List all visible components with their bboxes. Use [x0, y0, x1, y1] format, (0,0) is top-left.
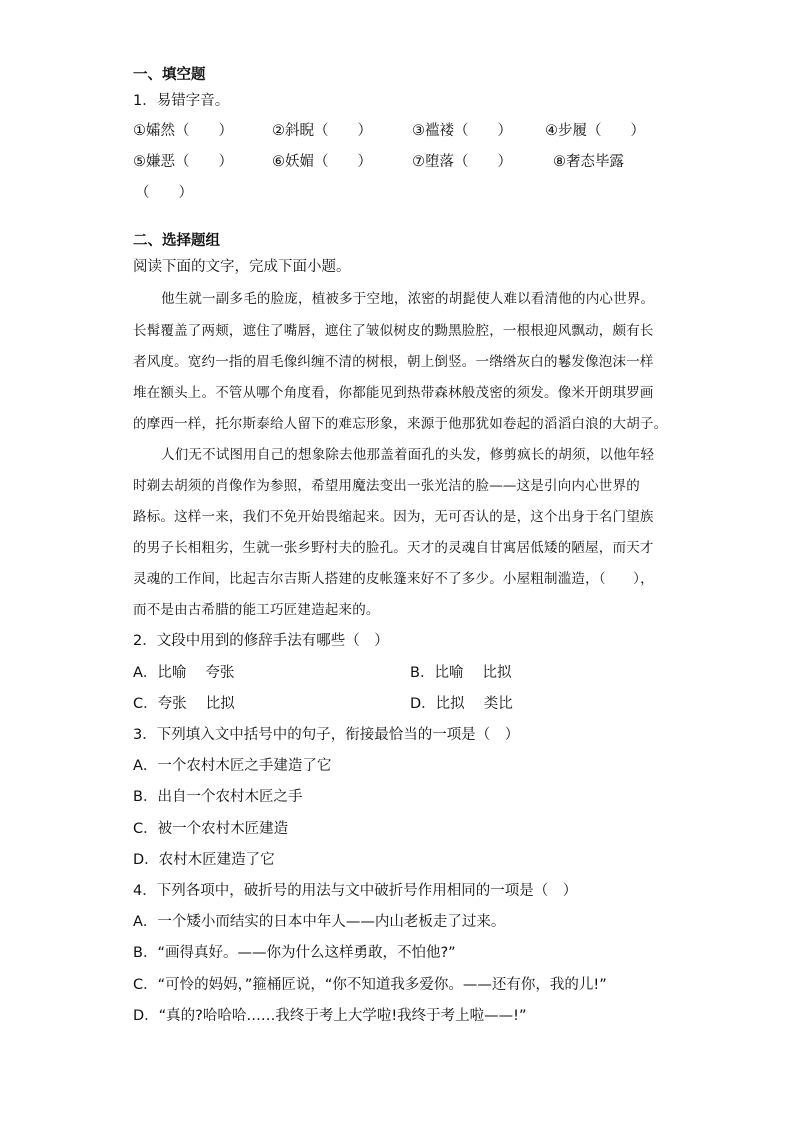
q1-item-2: ②斜睨（ ）	[272, 123, 372, 139]
q2-option-c[interactable]: C．夸张 比拟	[133, 696, 235, 712]
q1-item-5: ⑤嫌恶（ ）	[133, 154, 233, 170]
passage-line: 路标。这样一来，我们不免开始畏缩起来。因为，无可否认的是，这个出身于名门望族	[133, 509, 654, 525]
q2-option-d[interactable]: D．比拟 类比	[410, 696, 513, 712]
q1-item-1: ①孀然（ ）	[133, 123, 233, 139]
q1-item-4: ④步履（ ）	[545, 123, 645, 139]
q2-option-a[interactable]: A．比喻 夸张	[133, 665, 235, 681]
passage-line: 他生就一副多毛的脸庞，植被多于空地，浓密的胡髭使人难以看清他的内心世界。	[161, 291, 655, 307]
reading-instruction: 阅读下面的文字，完成下面小题。	[133, 259, 351, 275]
q2-option-b[interactable]: B．比喻 比拟	[410, 665, 512, 681]
passage-line: 的摩西一样，托尔斯泰给人留下的难忘形象，来源于他那犹如卷起的滔滔白浪的大胡子。	[133, 416, 668, 432]
q3-option-c[interactable]: C．被一个农村木匠建造	[133, 821, 289, 837]
passage-line: 人们无不试图用自己的想象除去他那盖着面孔的头发，修剪疯长的胡须，以他年轻	[161, 447, 655, 463]
question-1-prompt: 1．易错字音。	[133, 93, 230, 109]
question-4-prompt: 4．下列各项中，破折号的用法与文中破折号作用相同的一项是（ ）	[133, 883, 578, 899]
passage-line: 而不是由古希腊的能工巧匠建造起来的。	[133, 602, 380, 618]
q1-item-6: ⑥妖媚（ ）	[272, 154, 372, 170]
q1-item-8-blank: （ ）	[135, 185, 193, 201]
question-2-prompt: 2．文段中用到的修辞手法有哪些（ ）	[133, 633, 389, 649]
passage-line: 时剃去胡须的肖像作为参照，希望用魔法变出一张光洁的脸——这是引向内心世界的	[133, 478, 640, 494]
q1-item-8: ⑧奢态毕露	[553, 154, 624, 170]
passage-line: 者风度。宽约一指的眉毛像纠缠不清的树根，朝上倒竖。一绺绺灰白的鬈发像泡沫一样	[133, 354, 654, 370]
section-heading-fill-blank: 一、填空题	[133, 67, 206, 83]
q3-option-a[interactable]: A．一个农村木匠之手建造了它	[133, 758, 332, 774]
section-heading-choice-group: 二、选择题组	[133, 233, 220, 249]
q1-item-3: ③褴褛（ ）	[412, 123, 512, 139]
q4-option-d[interactable]: D．“真的?哈哈哈……我终于考上大学啦!我终于考上啦——!”	[133, 1008, 527, 1024]
passage-line: 堆在额头上。不管从哪个角度看，你都能见到热带森林般茂密的须发。像米开朗琪罗画	[133, 385, 654, 401]
passage-line: 灵魂的工作间，比起吉尔吉斯人搭建的皮帐篷来好不了多少。小屋粗制滥造，（ ），	[133, 571, 654, 587]
q4-option-c[interactable]: C．“可怜的妈妈，”箍桶匠说，“你不知道我多爱你。——还有你，我的儿!”	[133, 977, 607, 993]
q4-option-a[interactable]: A．一个矮小而结实的日本中年人——内山老板走了过来。	[133, 914, 506, 930]
passage-line: 的男子长相粗劣，生就一张乡野村夫的脸孔。天才的灵魂自甘寓居低矮的陋屋，而天才	[133, 540, 654, 556]
q3-option-b[interactable]: B．出自一个农村木匠之手	[133, 789, 303, 805]
question-3-prompt: 3．下列填入文中括号中的句子，衔接最恰当的一项是（ ）	[133, 727, 520, 743]
passage-line: 长髯覆盖了两颊，遮住了嘴唇，遮住了皱似树皮的黝黑脸腔，一根根迎风飘动，颇有长	[133, 323, 654, 339]
q4-option-b[interactable]: B．“画得真好。——你为什么这样勇敢，不怕他?”	[133, 945, 456, 961]
q3-option-d[interactable]: D．农村木匠建造了它	[133, 852, 275, 868]
q1-item-7: ⑦堕落（ ）	[412, 154, 512, 170]
